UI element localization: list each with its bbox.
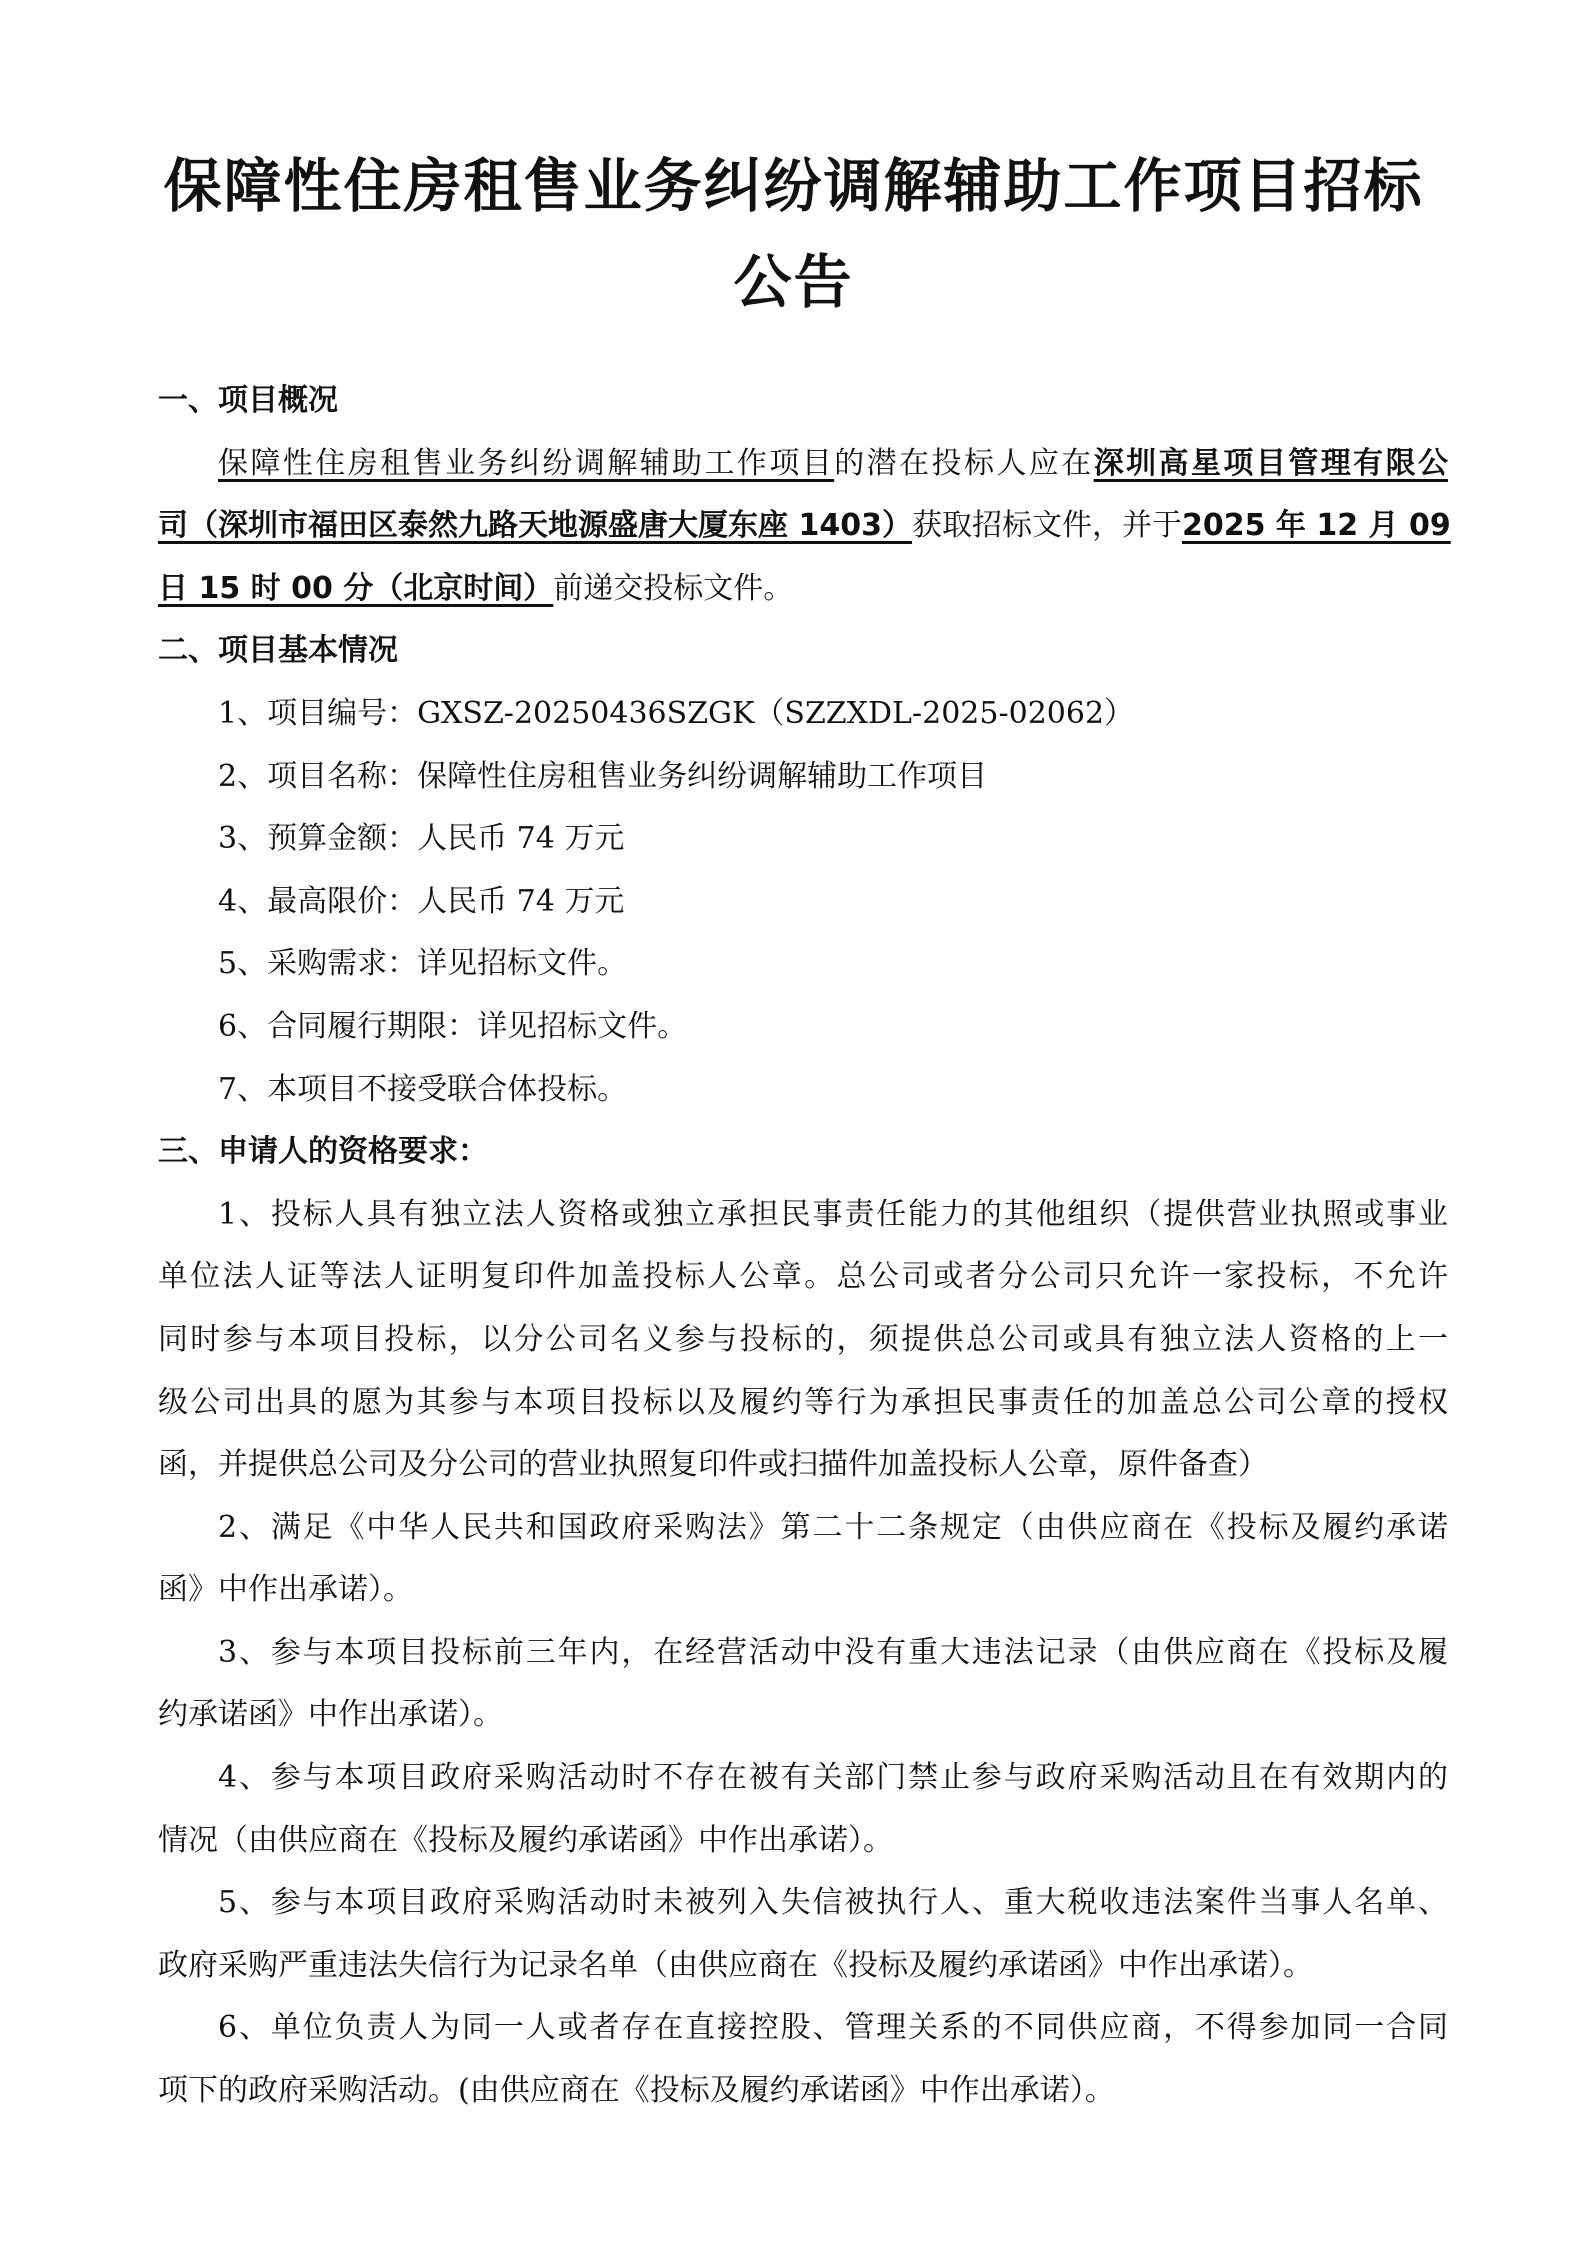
overview-text: 的潜在投标人应在	[834, 445, 1094, 481]
section-3-heading: 三、申请人的资格要求：	[158, 1134, 488, 1170]
basic-info-item: 2、项目名称：保障性住房租售业务纠纷调解辅助工作项目	[218, 758, 988, 794]
requirement-4-line: 情况（由供应商在《投标及履约承诺函》中作出承诺）。	[158, 1822, 893, 1858]
requirement-2-line: 函》中作出承诺）。	[158, 1572, 413, 1608]
basic-info-item: 4、最高限价：人民币 74 万元	[218, 883, 625, 919]
basic-info-item: 3、预算金额：人民币 74 万元	[218, 821, 625, 857]
requirement-1-line: 级公司出具的愿为其参与本项目投标以及履约等行为承担民事责任的加盖总公司公章的授权	[158, 1384, 1448, 1420]
title-line-2: 公告	[733, 248, 854, 316]
overview-text: 获取招标文件，并于	[911, 508, 1182, 544]
requirement-1-line: 1、投标人具有独立法人资格或独立承担民事责任能力的其他组织（提供营业执照或事业	[218, 1196, 1448, 1232]
section-2-heading: 二、项目基本情况	[158, 633, 398, 669]
basic-info-item: 7、本项目不接受联合体投标。	[218, 1071, 628, 1107]
basic-info-item: 6、合同履行期限：详见招标文件。	[218, 1008, 688, 1044]
section-1-heading: 一、项目概况	[158, 383, 338, 418]
deadline-date-underlined: 2025 年 12 月 09	[1181, 508, 1451, 544]
requirement-3-line: 3、参与本项目投标前三年内，在经营活动中没有重大违法记录（由供应商在《投标及履	[218, 1634, 1448, 1670]
requirement-5-line: 政府采购严重违法失信行为记录名单（由供应商在《投标及履约承诺函》中作出承诺）。	[158, 1947, 1313, 1983]
requirement-2-line: 2、满足《中华人民共和国政府采购法》第二十二条规定（由供应商在《投标及履约承诺	[218, 1509, 1448, 1545]
requirement-4-line: 4、参与本项目政府采购活动时不存在被有关部门禁止参与政府采购活动且在有效期内的	[218, 1760, 1448, 1796]
project-name-underlined: 保障性住房租售业务纠纷调解辅助工作项目	[218, 445, 835, 481]
document-body	[158, 370, 1451, 2123]
basic-info-item: 1、项目编号：GXSZ-20250436SZGK（SZZXDL-2025-02062）	[218, 695, 1135, 731]
requirement-6-line: 6、单位负责人为同一人或者存在直接控股、管理关系的不同供应商，不得参加同一合同	[218, 2010, 1448, 2046]
agency-name-underlined: 深圳高星项目管理有限公	[1093, 445, 1449, 481]
document-title	[150, 138, 1437, 330]
overview-text: 前递交投标文件。	[553, 570, 794, 606]
requirement-3-line: 约承诺函》中作出承诺）。	[158, 1697, 503, 1733]
requirement-1-line: 函，并提供总公司及分公司的营业执照复印件或扫描件加盖投标人公章，原件备查）	[158, 1447, 1268, 1483]
requirement-5-line: 5、参与本项目政府采购活动时未被列入失信被执行人、重大税收违法案件当事人名单、	[218, 1885, 1448, 1921]
overview-paragraph-line-2	[158, 495, 1451, 558]
requirement-1-line: 单位法人证等法人证明复印件加盖投标人公章。总公司或者分公司只允许一家投标，不允许	[158, 1259, 1448, 1295]
deadline-time-underlined: 日 15 时 00 分（北京时间）	[158, 570, 554, 606]
requirement-6-line: 项下的政府采购活动。(由供应商在《投标及履约承诺函》中作出承诺）。	[158, 2073, 1115, 2109]
basic-info-item: 5、采购需求：详见招标文件。	[218, 946, 628, 982]
agency-address-underlined: 司（深圳市福田区泰然九路天地源盛唐大厦东座 1403）	[158, 508, 912, 544]
title-line-1: 保障性住房租售业务纠纷调解辅助工作项目招标	[163, 152, 1424, 220]
overview-paragraph-line-1	[158, 433, 1448, 496]
overview-paragraph-line-3	[158, 558, 1448, 621]
requirement-1-line: 同时参与本项目投标，以分公司名义参与投标的，须提供总公司或具有独立法人资格的上一	[158, 1321, 1448, 1357]
